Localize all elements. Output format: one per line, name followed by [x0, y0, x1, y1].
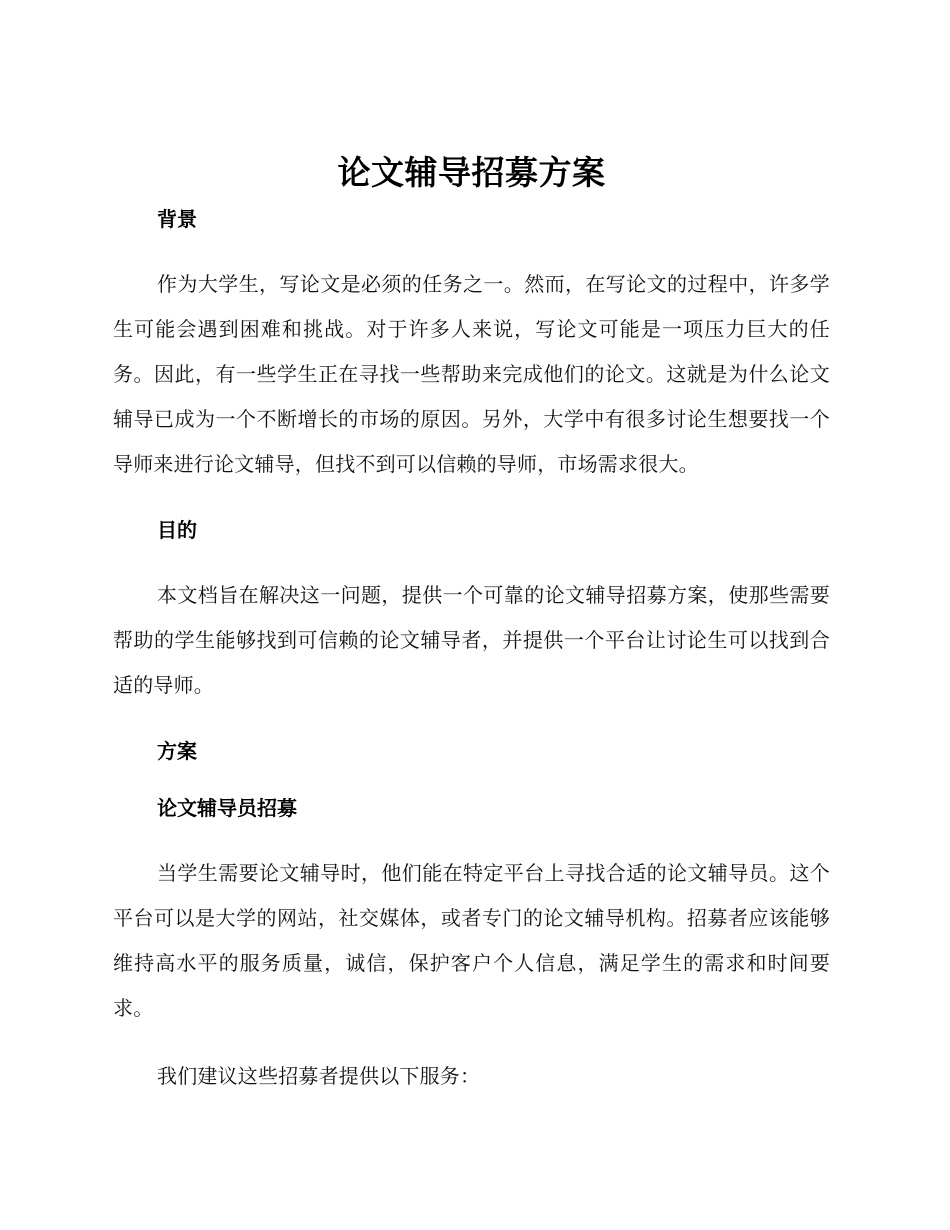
section-heading-background: 背景 [157, 207, 197, 231]
paragraph-purpose: 本文档旨在解决这一问题，提供一个可靠的论文辅导招募方案，使那些需要帮助的学生能够找到可信赖的论文辅导者，并提供一个平台让讨论生可以找到合适的导师。 [113, 583, 830, 697]
paragraph-background: 作为大学生，写论文是必须的任务之一。然而，在写论文的过程中，许多学生可能会遇到困难和挑战。对于许多人来说，写论文可能是一项压力巨大的任务。因此，有一些学生正在寻找一些帮助来完成他们的论文。这就是为什么论文辅导已成为一个不断增长的市场的原因。另外，大学中有很多讨论生想要找一个导师来进行论文辅导，但找不到可以信赖的导师，市场需求很大。 [113, 272, 830, 476]
document-page [113, 148, 830, 1099]
paragraph-recruit: 当学生需要论文辅导时，他们能在特定平台上寻找合适的论文辅导员。这个平台可以是大学的网站，社交媒体，或者专门的论文辅导机构。招募者应该能够维持高水平的服务质量，诚信，保护客户个人信息，满足学生的需求和时间要求。 [113, 861, 830, 1020]
document-title: 论文辅导招募方案 [337, 153, 606, 192]
section-heading-recruit: 论文辅导员招募 [157, 796, 297, 820]
paragraph-services-intro: 我们建议这些招募者提供以下服务： [157, 1064, 481, 1088]
section-heading-plan: 方案 [157, 739, 197, 763]
section-heading-purpose: 目的 [157, 518, 197, 542]
